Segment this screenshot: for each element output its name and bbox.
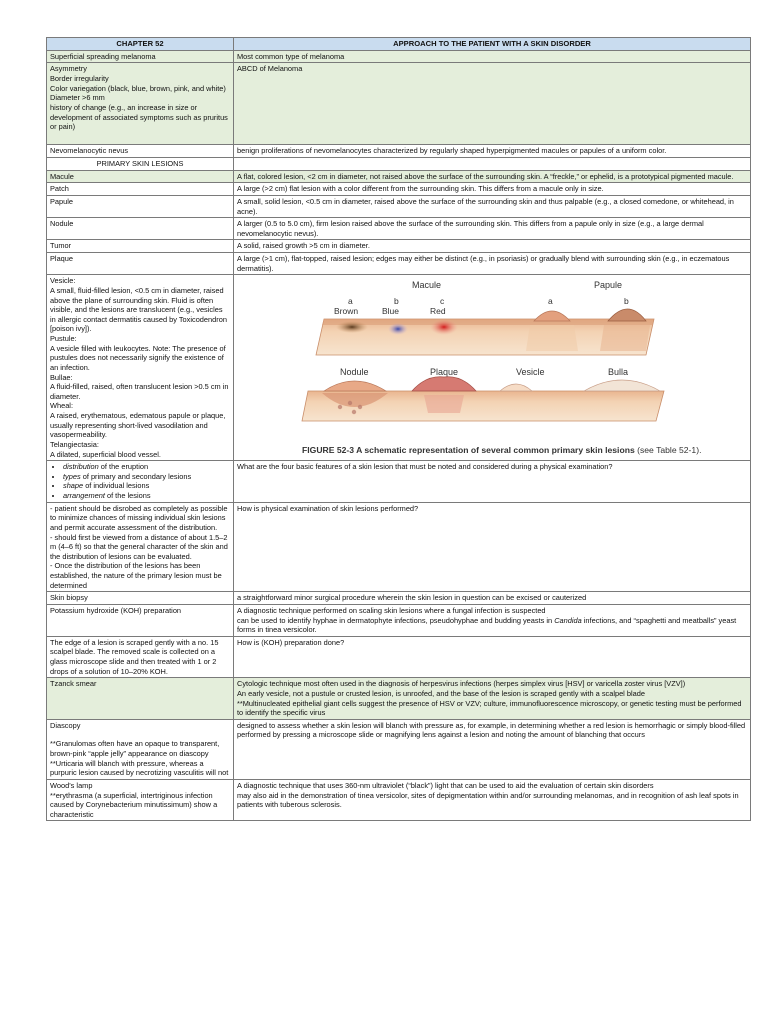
empty-cell — [234, 158, 751, 171]
term-cell — [47, 719, 234, 779]
label-brown: Brown — [334, 306, 359, 317]
label-nodule: Nodule — [340, 367, 369, 378]
term-cell: Plaque — [47, 253, 234, 275]
woods-def-line: may also aid in the demonstration of tinea versicolor, sites of depigmentation within and/or surrounding melanomas, and in recognition of ash leaf spots in patients with tuberous sclerosis. — [237, 790, 739, 810]
table-row — [47, 63, 751, 145]
papule-b — [608, 309, 646, 321]
question-cell: How is (KOH) preparation done? — [234, 636, 751, 678]
term-cell: Tumor — [47, 240, 234, 253]
question-cell: How is physical examination of skin lesions performed? — [234, 502, 751, 592]
label-bulla: Bulla — [608, 367, 629, 378]
term-cell: Patch — [47, 183, 234, 196]
term-cell — [47, 63, 234, 145]
letter-c: c — [440, 296, 445, 307]
letter-a: a — [348, 296, 353, 307]
vesicle — [500, 384, 532, 391]
abcd-line: Asymmetry — [50, 64, 87, 74]
table-row — [47, 170, 751, 183]
table-row — [47, 461, 751, 503]
top-skin-block — [316, 309, 654, 355]
list-item — [63, 472, 230, 482]
bulla — [584, 380, 660, 391]
abcd-line: Border irregularity — [50, 74, 109, 84]
list-item — [63, 481, 230, 491]
question-cell: What are the four basic features of a skin lesion that must be noted and considered during a physical examination? — [234, 461, 751, 503]
lesion-line: Bullae: — [50, 372, 73, 382]
exam-line: - Once the distribution of the lesions has been established, the nature of the primary lesion must be determined — [50, 561, 222, 590]
lesion-line: Vesicle: — [50, 276, 76, 286]
nodule — [324, 381, 386, 391]
term-cell: The edge of a lesion is scraped gently with a no. 15 scalpel blade. The removed scale is collected on a glass microscope slide and then treated with 1 or 2 drops of a solution of 10–20% KOH. — [47, 636, 234, 678]
woods-line: **erythrasma (a superficial, intertriginous infection caused by Corynebacterium minutissimum) show a characteristic — [50, 790, 218, 819]
table-row — [47, 183, 751, 196]
definition-cell: benign proliferations of nevomelanocytes characterized by regularly shaped hyperpigmented macules or papules of a uniform color. — [234, 145, 751, 158]
term-cell: Superficial spreading melanoma — [47, 50, 234, 63]
blue-macule — [388, 323, 408, 335]
plaque — [412, 377, 476, 391]
table-row — [47, 145, 751, 158]
label-blue: Blue — [382, 306, 400, 317]
label-papule: Papule — [594, 280, 623, 291]
tzanck-line: An early vesicle, not a pustule or crusted lesion, is unroofed, and the base of the lesion is scraped gently with a scalpel blade — [237, 688, 645, 698]
table-row — [47, 240, 751, 253]
koh-def-part: can be used to identify hyphae in dermatophyte infections, pseudohyphae and budding yeasts in — [237, 615, 555, 625]
figure-caption — [294, 445, 742, 456]
feature-rest: of the eruption — [98, 462, 149, 472]
term-cell: Macule — [47, 170, 234, 183]
brown-macule — [336, 321, 368, 333]
lesion-line: A small, fluid-filled lesion, <0.5 cm in diameter, raised above the plane of surrounding skin. Fluid is often visible, and the lesions are translucent (e.g., vesicles in allergic contact dermatitis caused by Toxicodendron [poison ivy]). — [50, 285, 227, 334]
definition-cell: a straightforward minor surgical procedure wherein the skin lesion in question can be excised or cauterized — [234, 592, 751, 605]
definition-cell: A large (>2 cm) flat lesion with a color different from the surrounding skin. This differs from a macule only in size. — [234, 183, 751, 196]
definition-cell: A large (>1 cm), flat-topped, raised lesion; edges may either be distinct (e.g., in psoriasis) or gradually blend with surrounding skin (e.g., in eczematous dermatitis). — [234, 253, 751, 275]
table-row — [47, 592, 751, 605]
chapter-title: APPROACH TO THE PATIENT WITH A SKIN DISORDER — [234, 38, 751, 51]
figure-cell — [234, 275, 751, 461]
lesion-line: A fluid-filled, raised, often translucent lesion >0.5 cm in diameter. — [50, 382, 229, 401]
candida-term: Candida — [554, 615, 582, 625]
table-row — [47, 195, 751, 217]
definition-cell — [234, 678, 751, 720]
notes-table — [46, 37, 751, 821]
exam-line: - patient should be disrobed as completely as possible to minimize chances of missing individual skin lesions and permit accurate assessment of the distribution. — [50, 503, 228, 532]
letter-b: b — [394, 296, 399, 307]
abcd-line: Color variegation (black, blue, brown, pink, and white) — [50, 83, 226, 93]
caption-bold: FIGURE 52-3 A schematic representation of several common primary skin lesions — [302, 445, 635, 456]
koh-def-part: infections, and “spaghetti and meatballs” yeast forms in tinea versicolor. — [237, 615, 737, 635]
table-row — [47, 275, 751, 461]
abcd-line: history of change (e.g., an increase in size or development of associated symptoms such as pruritus or pain) — [50, 102, 228, 132]
letter-b2: b — [624, 296, 629, 307]
section-row — [47, 158, 751, 171]
tzanck-line: **Multinucleated epithelial giant cells suggest the presence of HSV or VZV; culture, immunofluorescence microscopy, or genetic testing must be performed to identify the specific virus — [237, 698, 742, 718]
table-row — [47, 502, 751, 592]
definition-cell — [234, 604, 751, 636]
feature-term: distribution — [63, 462, 99, 472]
definition-cell: A solid, raised growth >5 cm in diameter. — [234, 240, 751, 253]
table-row — [47, 636, 751, 678]
table-row — [47, 50, 751, 63]
feature-rest: of primary and secondary lesions — [80, 471, 192, 481]
chapter-label: CHAPTER 52 — [47, 38, 234, 51]
lesion-line: Telangiectasia: — [50, 439, 99, 449]
label-red: Red — [430, 306, 446, 317]
term-cell: Nevomelanocytic nevus — [47, 145, 234, 158]
koh-def-line — [237, 616, 747, 635]
diascopy-line: Diascopy — [50, 720, 81, 730]
features-list — [50, 462, 230, 501]
table-row — [47, 218, 751, 240]
label-vesicle: Vesicle — [516, 367, 545, 378]
feature-term: arrangement — [63, 491, 105, 501]
definition-cell: ABCD of Melanoma — [234, 63, 751, 145]
feature-rest: of the lesions — [104, 491, 151, 501]
section-label: PRIMARY SKIN LESIONS — [47, 158, 234, 171]
diascopy-line — [50, 730, 230, 739]
exam-line: - should first be viewed from a distance of about 1.5–2 m (4–6 ft) so that the general character of the skin and the distribution of lesions can be evaluated. — [50, 532, 228, 561]
skin-lesion-figure — [294, 279, 734, 445]
term-cell — [47, 461, 234, 503]
letter-a2: a — [548, 296, 553, 307]
caption-rest: (see Table 52-1). — [634, 445, 702, 456]
label-plaque: Plaque — [430, 367, 459, 378]
diascopy-def-line: performed by pressing a microscope slide or magnifying lens against a lesion and noting the amount of blanching that occurs — [237, 730, 645, 740]
table-row — [47, 604, 751, 636]
lesion-line: A dilated, superficial blood vessel. — [50, 449, 161, 459]
table-row — [47, 719, 751, 779]
term-cell: Tzanck smear — [47, 678, 234, 720]
label-macule: Macule — [412, 280, 442, 291]
koh-def-line: A diagnostic technique performed on scaling skin lesions where a fungal infection is suspected — [237, 605, 546, 615]
term-cell: Nodule — [47, 218, 234, 240]
term-cell — [47, 779, 234, 821]
list-item — [63, 491, 230, 501]
feature-rest: of individual lesions — [83, 481, 150, 491]
tzanck-line: Cytologic technique most often used in the diagnosis of herpesvirus infections (herpes simplex virus [HSV] or varicella zoster virus [VZV]) — [237, 679, 686, 689]
definition-cell: A small, solid lesion, <0.5 cm in diameter, raised above the surface of the surrounding skin and thus palpable (e.g., a closed comedone, or whitehead, in acne). — [234, 195, 751, 217]
table-row — [47, 253, 751, 275]
definition-cell: Most common type of melanoma — [234, 50, 751, 63]
diascopy-line: **Urticaria will blanch with pressure, whereas a purpuric lesion caused by necrotizing vasculitis will not — [50, 758, 229, 778]
table-row — [47, 678, 751, 720]
lesion-line: Wheal: — [50, 401, 74, 411]
list-item — [63, 462, 230, 472]
notes-table-sheet — [46, 37, 750, 821]
header-row — [47, 38, 751, 51]
definition-cell — [234, 719, 751, 779]
term-cell: Papule — [47, 195, 234, 217]
bottom-skin-block — [302, 377, 664, 421]
diascopy-def-line: designed to assess whether a skin lesion will blanch with pressure as, for example, in determining whether a red lesion is hemorrhagic or simply blood-filled — [237, 720, 746, 730]
feature-term: shape — [63, 481, 84, 491]
lesion-line: A vesicle filled with leukocytes. Note: The presence of pustules does not necessarily signify the existence of an infection. — [50, 343, 226, 372]
woods-def-line: A diagnostic technique that uses 360-nm ultraviolet (“black”) light that can be used to aid the evaluation of certain skin disorders — [237, 780, 654, 790]
term-cell: Potassium hydroxide (KOH) preparation — [47, 604, 234, 636]
definition-cell: A larger (0.5 to 5.0 cm), firm lesion raised above the surface of the surrounding skin. This differs from a papule only in size (e.g., a large dermal nevomelanocytic nevus). — [234, 218, 751, 240]
term-cell — [47, 502, 234, 592]
lesion-line: Pustule: — [50, 334, 77, 344]
woods-line: Wood’s lamp — [50, 780, 93, 790]
diascopy-line: **Granulomas often have an opaque to transparent, brown-pink “apple jelly” appearance on diascopy — [50, 739, 220, 759]
lesion-line: A raised, erythematous, edematous papule or plaque, usually representing short-lived vasodilation and vasopermeability. — [50, 411, 226, 440]
definition-cell — [234, 779, 751, 821]
definition-cell: A flat, colored lesion, <2 cm in diameter, not raised above the surface of the surrounding skin. A “freckle,” or ephelid, is a prototypical pigmented macule. — [234, 170, 751, 183]
term-cell — [47, 275, 234, 461]
table-row — [47, 779, 751, 821]
term-cell: Skin biopsy — [47, 592, 234, 605]
red-macule — [430, 319, 458, 335]
feature-term: types — [63, 471, 81, 481]
papule-a — [534, 311, 570, 321]
abcd-line: Diameter >6 mm — [50, 93, 105, 103]
